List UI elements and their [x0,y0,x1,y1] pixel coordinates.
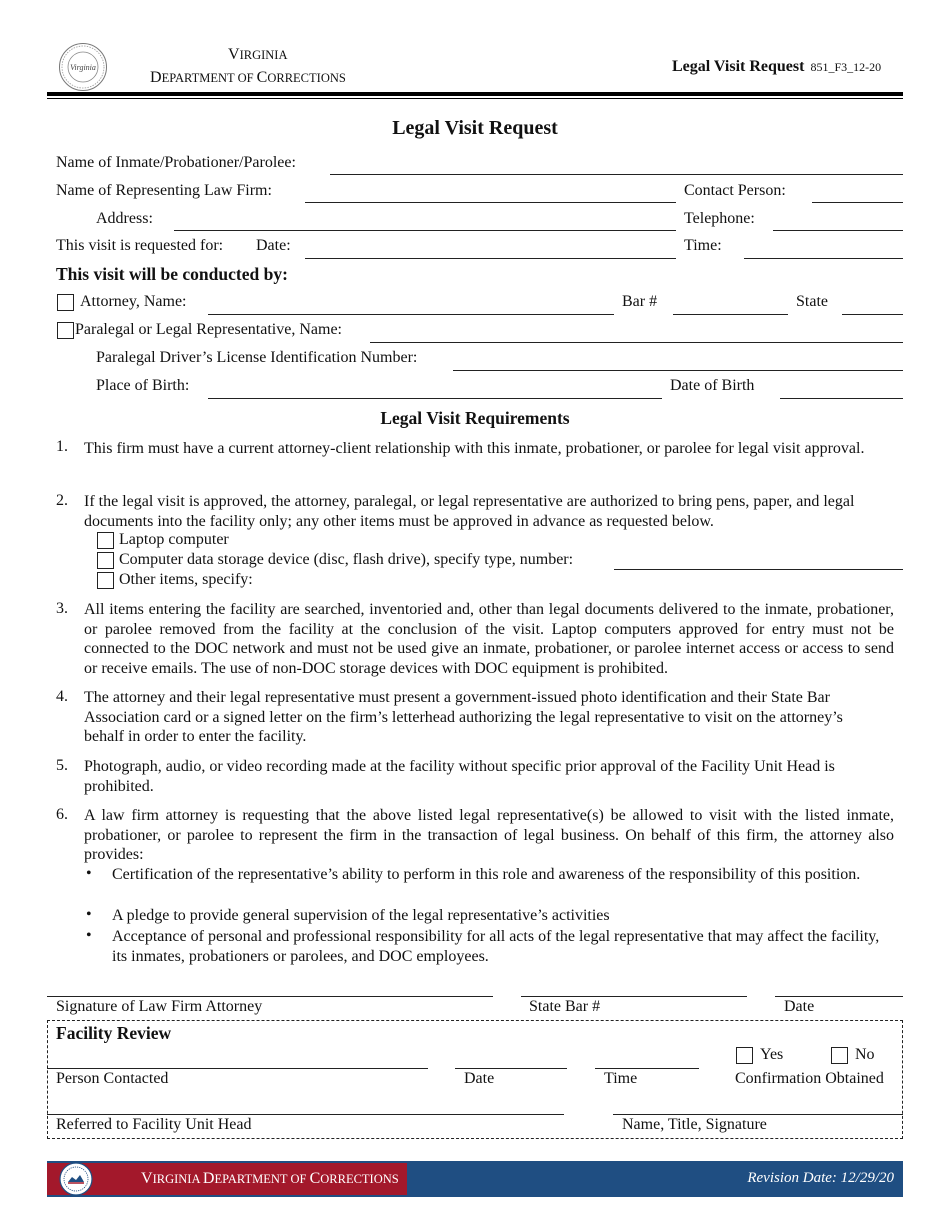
storage-device-checkbox[interactable] [97,552,114,569]
contact-time-label: Time [604,1070,638,1087]
visit-date-field[interactable] [305,258,676,259]
requirement-number: 6. [56,806,68,823]
header-rule-thick [47,92,903,96]
confirmation-yes-checkbox[interactable] [736,1047,753,1064]
bullet-text: Acceptance of personal and professional responsibility for all acts of the legal representative that may affect the facility, its inmates, probationers or parolees, and DOC employees. [112,928,880,965]
facility-review-heading: Facility Review [56,1023,172,1043]
bullet: • [86,906,92,923]
inmate-name-field[interactable] [330,174,903,175]
referred-field[interactable] [47,1114,564,1115]
visit-time-label: Time: [684,237,722,254]
requirement-text: The attorney and their legal representative must present a government-issued photo identification and their State Bar Association card or a signed letter on the firm’s letterhead authorizing the legal representative to visit on the attorney’s behalf in order to enter the facility. [84,689,843,745]
telephone-field[interactable] [773,230,903,231]
attorney-signature-label: Signature of Law Firm Attorney [56,998,263,1015]
confirmation-obtained-label: Confirmation Obtained [735,1070,884,1087]
attorney-signature-field[interactable] [47,996,493,997]
requirement-number: 1. [56,438,68,455]
contact-date-field[interactable] [455,1068,567,1069]
person-contacted-field[interactable] [47,1068,428,1069]
requirement-text: All items entering the facility are searched, inventoried and, other than legal documents delivered to the inmate, probationer, or parolee removed from the facility at the conclusion of the visit. Laptop computers approved for entry must not be connected to the DOC network and must not be used give an inmate, probationer, or parolee internet access or access to send or receive emails. The use of non-DOC storage devices with DOC equipment is prohibited. [84,601,894,677]
doc-seal-logo [58,42,108,92]
agency-name-line1: VIRGINIA [228,46,288,63]
revision-date: Revision Date: 12/29/20 [747,1170,894,1186]
footer-bar [47,1161,903,1197]
bar-number-label: Bar # [622,293,658,310]
header-rule-thin [47,98,903,99]
signature-date-label: Date [784,998,815,1015]
confirmation-no-checkbox[interactable] [831,1047,848,1064]
address-field[interactable] [174,230,676,231]
storage-device-field[interactable] [614,569,903,570]
bullet-text: Certification of the representative’s ability to perform in this role and awareness of the responsibility of this position. [112,866,861,883]
header-form-title [672,58,881,76]
address-label: Address: [96,210,153,227]
birth-date-field[interactable] [780,398,903,399]
requirement-text: Photograph, audio, or video recording made at the facility without specific prior approval of the Facility Unit Head is prohibited. [84,758,835,795]
visit-time-field[interactable] [744,258,903,259]
state-bar-field[interactable] [521,996,747,997]
bullet-text: A pledge to provide general supervision of the legal representative’s activities [112,907,610,924]
license-number-field[interactable] [453,370,903,371]
requirement-number: 2. [56,492,68,509]
bar-number-field[interactable] [673,314,788,315]
contact-person-label: Contact Person: [684,182,786,199]
requested-for-label: This visit is requested for: [56,237,224,254]
laptop-label: Laptop computer [119,531,229,548]
law-firm-field[interactable] [305,202,676,203]
license-number-label: Paralegal Driver’s License Identification Number: [96,349,418,366]
footer-agency-name: VIRGINIA DEPARTMENT OF CORRECTIONS [141,1170,399,1187]
header-title-text: Legal Visit Request [672,58,805,75]
footer-seal-logo [59,1162,93,1196]
name-title-signature-label: Name, Title, Signature [622,1116,767,1133]
contact-date-label: Date [464,1070,495,1087]
confirmation-yes-label: Yes [760,1046,784,1063]
requirement-number: 3. [56,600,68,617]
birth-date-label: Date of Birth [670,377,755,394]
state-label: State [796,293,828,310]
seal-text: Virginia [70,63,96,72]
paralegal-name-field[interactable] [370,342,903,343]
bullet: • [86,927,92,944]
birth-place-field[interactable] [208,398,662,399]
contact-time-field[interactable] [595,1068,699,1069]
referred-label: Referred to Facility Unit Head [56,1116,252,1133]
signature-date-field[interactable] [775,996,903,997]
form-code: 851_F3_12-20 [810,60,882,74]
requirements-heading: Legal Visit Requirements [380,408,570,428]
requirement-text: If the legal visit is approved, the attorney, paralegal, or legal representative are authorized to bring pens, paper, and legal documents into the facility only; any other items must be approved in advance as requested below. [84,493,855,530]
confirmation-no-label: No [855,1046,875,1063]
state-bar-label: State Bar # [529,998,601,1015]
state-field[interactable] [842,314,903,315]
other-items-checkbox[interactable] [97,572,114,589]
requirement-number: 5. [56,757,68,774]
requirement-number: 4. [56,688,68,705]
attorney-name-field[interactable] [208,314,614,315]
birth-place-label: Place of Birth: [96,377,190,394]
requirement-text: A law firm attorney is requesting that the above listed legal representative(s) be allowed to visit with the listed inmate, probationer, or parolee to represent the firm in the transaction of legal business. On behalf of this firm, the attorney also provides: [84,807,894,863]
contact-person-field[interactable] [812,202,903,203]
storage-device-label: Computer data storage device (disc, flash drive), specify type, number: [119,551,574,568]
page-title: Legal Visit Request [392,117,558,139]
bullet: • [86,865,92,882]
attorney-name-label: Attorney, Name: [80,293,187,310]
laptop-checkbox[interactable] [97,532,114,549]
paralegal-checkbox[interactable] [57,322,74,339]
other-items-label: Other items, specify: [119,571,253,588]
law-firm-label: Name of Representing Law Firm: [56,182,272,199]
person-contacted-label: Person Contacted [56,1070,169,1087]
paralegal-name-label: Paralegal or Legal Representative, Name: [75,321,342,338]
inmate-name-label: Name of Inmate/Probationer/Parolee: [56,154,296,171]
telephone-label: Telephone: [684,210,755,227]
agency-name-line2: DEPARTMENT OF CORRECTIONS [150,69,346,86]
attorney-checkbox[interactable] [57,294,74,311]
name-title-signature-field[interactable] [613,1114,903,1115]
conducted-by-heading: This visit will be conducted by: [56,264,288,284]
visit-date-label: Date: [256,237,291,254]
requirement-text: This firm must have a current attorney-client relationship with this inmate, probationer, or parolee for legal visit approval. [84,440,865,457]
